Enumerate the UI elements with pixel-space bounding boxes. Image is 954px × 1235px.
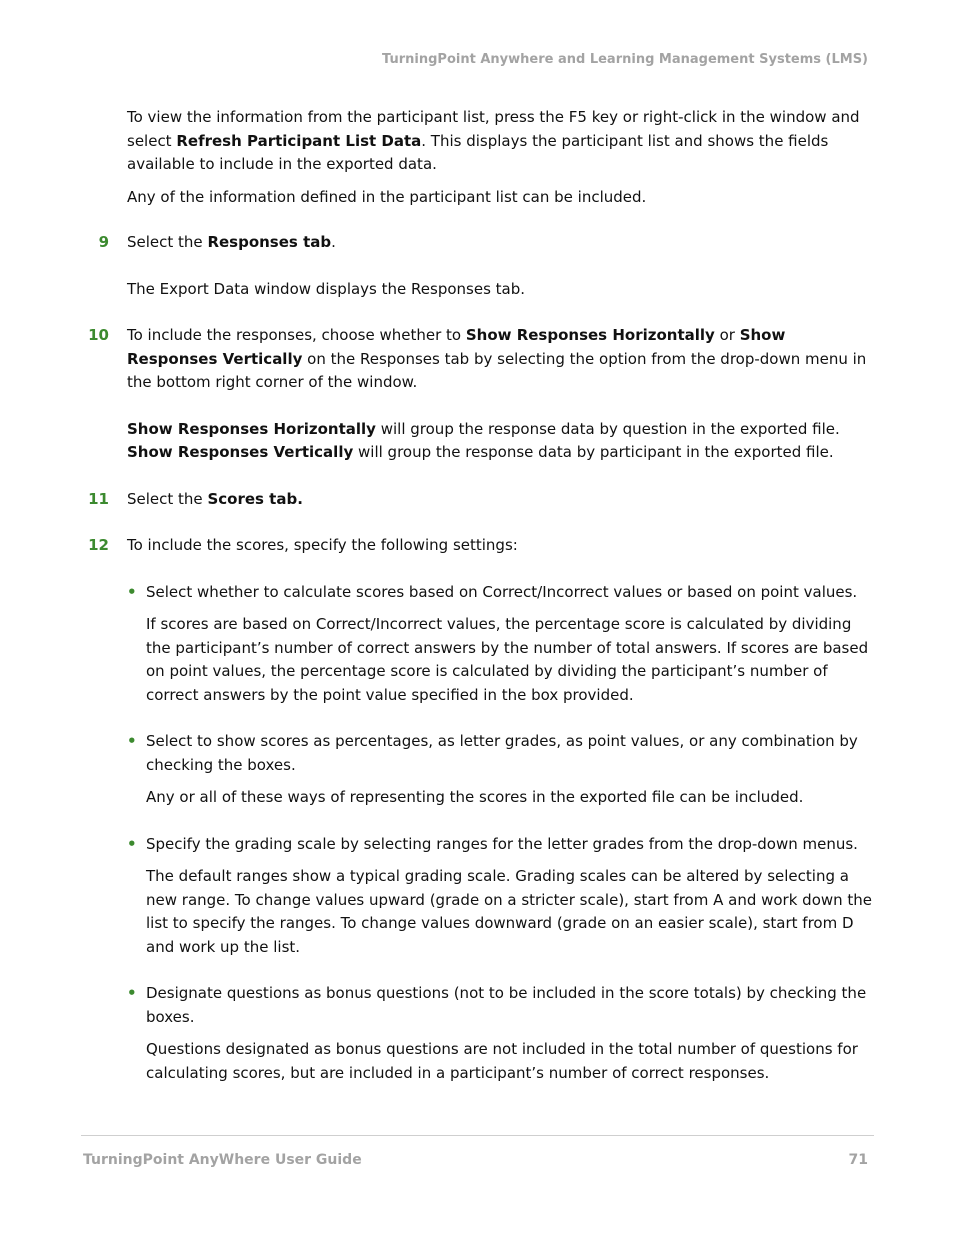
bullet-item — [127, 581, 875, 605]
bullet-text: Select to show scores as percentages, as letter grades, as point values, or any combination by checking the boxes. — [146, 732, 858, 774]
bullet-text: Select whether to calculate scores based on Correct/Incorrect values or based on point values. — [146, 582, 858, 601]
bullet-dot-icon: • — [127, 984, 137, 1002]
bullet-text: Specify the grading scale by selecting ranges for the letter grades from the drop-down menus. — [146, 834, 858, 853]
bullet-item — [127, 833, 875, 857]
bullet-dot-icon: • — [127, 732, 137, 750]
bullet-detail: If scores are based on Correct/Incorrect values, the percentage score is calculated by dividing the participant’s number of correct answers by the number of total answers. If scores are based on point values, the percentage score is calculated by dividing the participant’s number of correct answers by the point value specified in the box provided. — [146, 615, 869, 704]
intro-note: Any of the information defined in the participant list can be included. — [127, 187, 647, 206]
bullet-item — [127, 982, 875, 1029]
step-text: To include the scores, specify the following settings: — [127, 536, 518, 554]
bullet-detail: The default ranges show a typical grading scale. Grading scales can be altered by selecting a new range. To change values upward (grade on a stricter scale), start from A and work down the list to specify the ranges. To change values downward (grade on an easier scale), start from D and work up the list. — [146, 867, 873, 956]
step-number: 9 — [98, 233, 109, 251]
bullet-dot-icon: • — [127, 582, 137, 601]
bullet-item — [127, 730, 875, 777]
footer-guide-title: TurningPoint AnyWhere User Guide — [83, 1152, 362, 1168]
step-10 — [80, 324, 875, 395]
step-11 — [80, 488, 875, 512]
step-9-note: The Export Data window displays the Responses tab. — [127, 279, 526, 298]
bullet-detail: Questions designated as bonus questions are not included in the total number of questions for calculating scores, but are included in a participant’s number of correct responses. — [146, 1040, 858, 1082]
step-number: 10 — [88, 326, 109, 344]
running-header: TurningPoint Anywhere and Learning Management Systems (LMS) — [382, 52, 868, 67]
bullet-detail: Any or all of these ways of representing the scores in the exported file can be included. — [146, 788, 804, 806]
step-number: 11 — [88, 489, 109, 508]
step-text: Select the Scores tab. — [127, 489, 303, 508]
step-number: 12 — [88, 536, 109, 554]
bullet-text: Designate questions as bonus questions (not to be included in the score totals) by checking the boxes. — [146, 984, 867, 1026]
intro-paragraph: To view the information from the participant list, press the F5 key or right-click in the window and select Refresh Participant List Data. This displays the participant list and shows the fields available to include in the exported data. — [127, 108, 860, 173]
page-body — [80, 106, 875, 1085]
step-10-note: Show Responses Horizontally will group the response data by question in the exported file. Show Responses Vertically will group the response data by participant in the exported file. — [127, 419, 840, 461]
step-text: To include the responses, choose whether to Show Responses Horizontally or Show Responses Vertically on the Responses tab by selecting the option from the drop-down menu in the bottom right corner of the window. — [127, 326, 867, 391]
page-number: 71 — [848, 1152, 868, 1168]
footer-divider — [81, 1135, 874, 1136]
step-12 — [80, 534, 875, 558]
step-9 — [80, 231, 875, 255]
bullet-dot-icon: • — [127, 834, 137, 853]
refresh-command: Refresh Participant List Data — [176, 131, 422, 150]
step-text: Select the Responses tab. — [127, 233, 336, 251]
